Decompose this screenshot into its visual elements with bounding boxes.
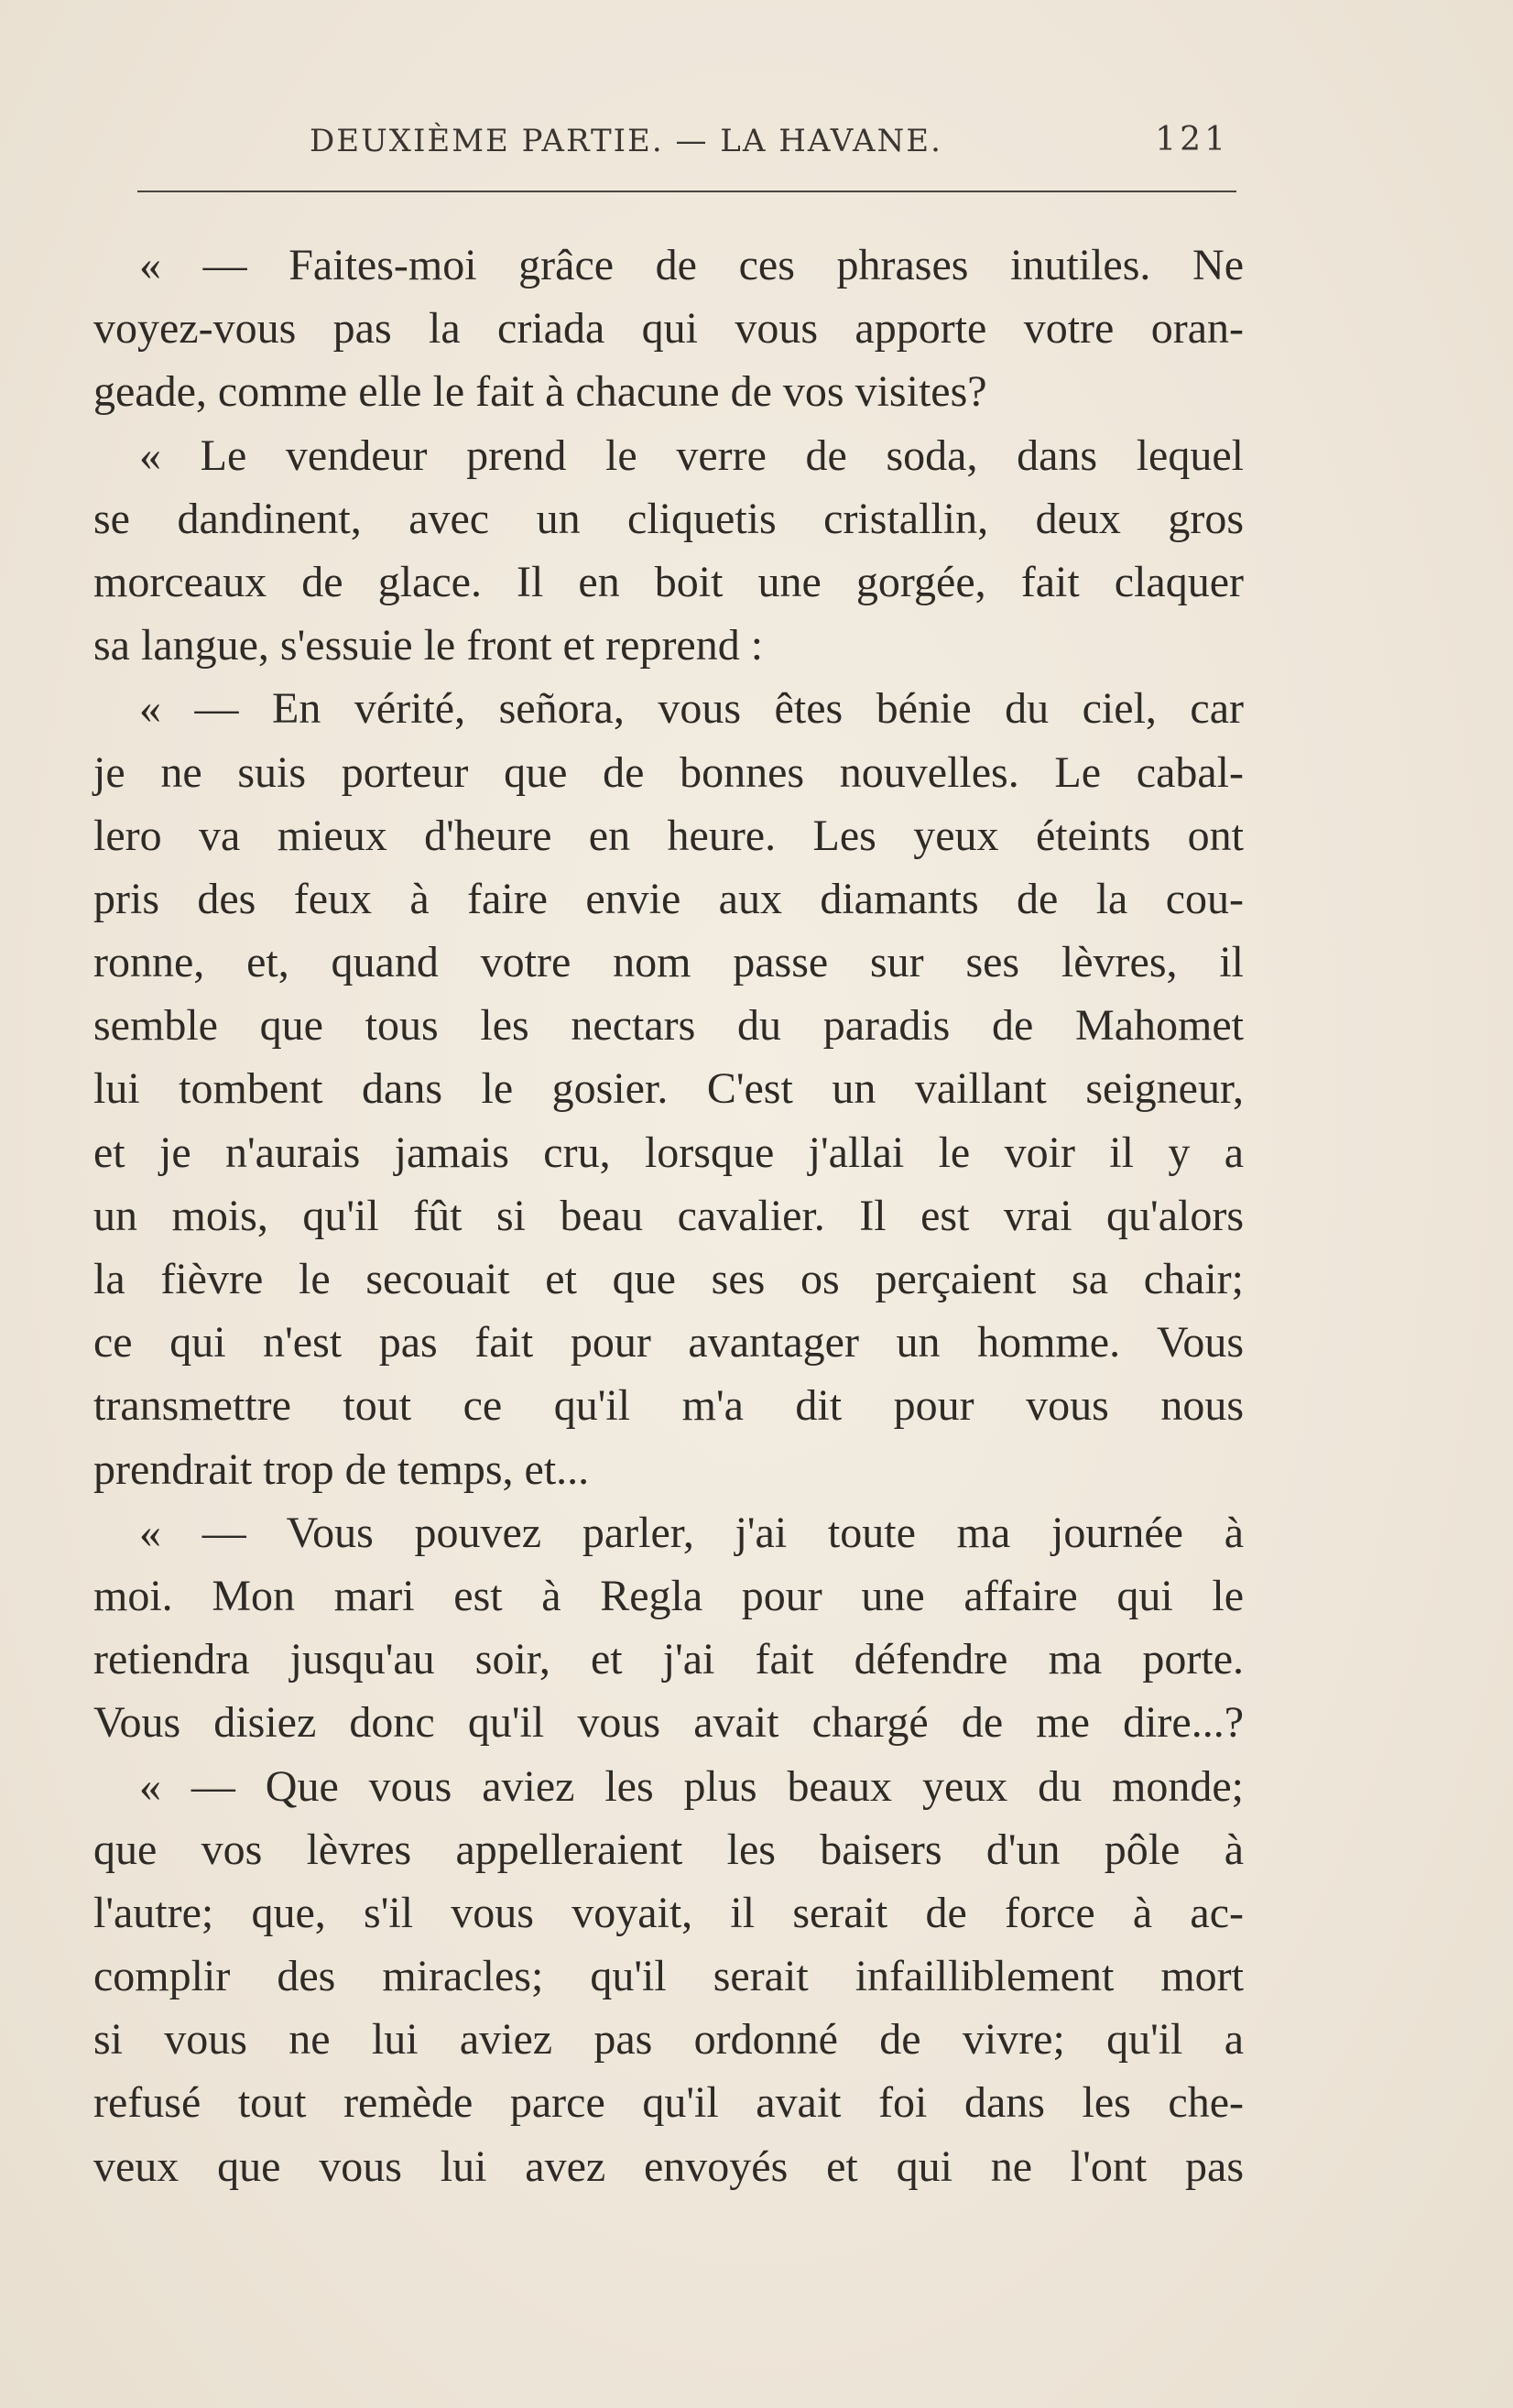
text-line: morceaux de glace. Il en boit une gorgée, fait claquer <box>93 557 1244 606</box>
text-line: pris des feux à faire envie aux diamants de la cou- <box>93 874 1244 923</box>
text-line: lero va mieux d'heure en heure. Les yeux éteints ont <box>93 811 1244 860</box>
text-line: et je n'aurais jamais cru, lorsque j'allai le voir il y a <box>93 1128 1244 1177</box>
text-line: se dandinent, avec un cliquetis cristallin, deux gros <box>93 494 1244 543</box>
text-line: l'autre; que, s'il vous voyait, il serait de force à ac- <box>93 1888 1244 1937</box>
text-line: « — Vous pouvez parler, j'ai toute ma journée à <box>139 1508 1244 1557</box>
text-line: lui tombent dans le gosier. C'est un vaillant seigneur, <box>93 1064 1244 1114</box>
running-title: DEUXIÈME PARTIE. — LA HAVANE. <box>310 123 942 159</box>
text-line: « — En vérité, señora, vous êtes bénie du ciel, car <box>139 684 1244 734</box>
page-number: 121 <box>1155 121 1229 158</box>
text-line: retiendra jusqu'au soir, et j'ai fait défendre ma porte. <box>93 1635 1244 1684</box>
body-text <box>93 234 1244 2198</box>
text-line: je ne suis porteur que de bonnes nouvelles. Le cabal- <box>93 747 1244 797</box>
text-line: geade, comme elle le fait à chacune de vos visites? <box>93 367 987 417</box>
text-line: si vous ne lui aviez pas ordonné de vivre; qu'il a <box>93 2015 1244 2065</box>
text-line: « — Que vous aviez les plus beaux yeux du monde; <box>139 1761 1244 1811</box>
text-line: Vous disiez donc qu'il vous avait chargé de me dire...? <box>93 1698 1244 1748</box>
text-line: « Le vendeur prend le verre de soda, dans lequel <box>139 430 1244 480</box>
text-line: ronne, et, quand votre nom passe sur ses lèvres, il <box>93 938 1244 987</box>
text-line: voyez-vous pas la criada qui vous apporte votre oran- <box>93 304 1244 354</box>
header-rule <box>137 191 1236 192</box>
text-line: veux que vous lui avez envoyés et qui ne l'ont pas <box>93 2141 1244 2191</box>
text-line: complir des miracles; qu'il serait infailliblement mort <box>93 1952 1244 2001</box>
text-line: transmettre tout ce qu'il m'a dit pour vous nous <box>93 1381 1244 1431</box>
text-line: prendrait trop de temps, et... <box>93 1444 590 1494</box>
text-line: semble que tous les nectars du paradis de Mahomet <box>93 1001 1244 1051</box>
page-header <box>310 117 1236 172</box>
text-line: refusé tout remède parce qu'il avait foi dans les che- <box>93 2078 1244 2128</box>
text-line: sa langue, s'essuie le front et reprend : <box>93 621 764 670</box>
text-line: un mois, qu'il fût si beau cavalier. Il est vrai qu'alors <box>93 1191 1244 1240</box>
text-line: ce qui n'est pas fait pour avantager un homme. Vous <box>93 1318 1244 1367</box>
text-line: « — Faites-moi grâce de ces phrases inutiles. Ne <box>139 241 1244 289</box>
text-line: la fièvre le secouait et que ses os perçaient sa chair; <box>93 1255 1244 1303</box>
text-line: que vos lèvres appelleraient les baisers d'un pôle à <box>93 1825 1244 1874</box>
text-line: moi. Mon mari est à Regla pour une affaire qui le <box>93 1571 1244 1620</box>
